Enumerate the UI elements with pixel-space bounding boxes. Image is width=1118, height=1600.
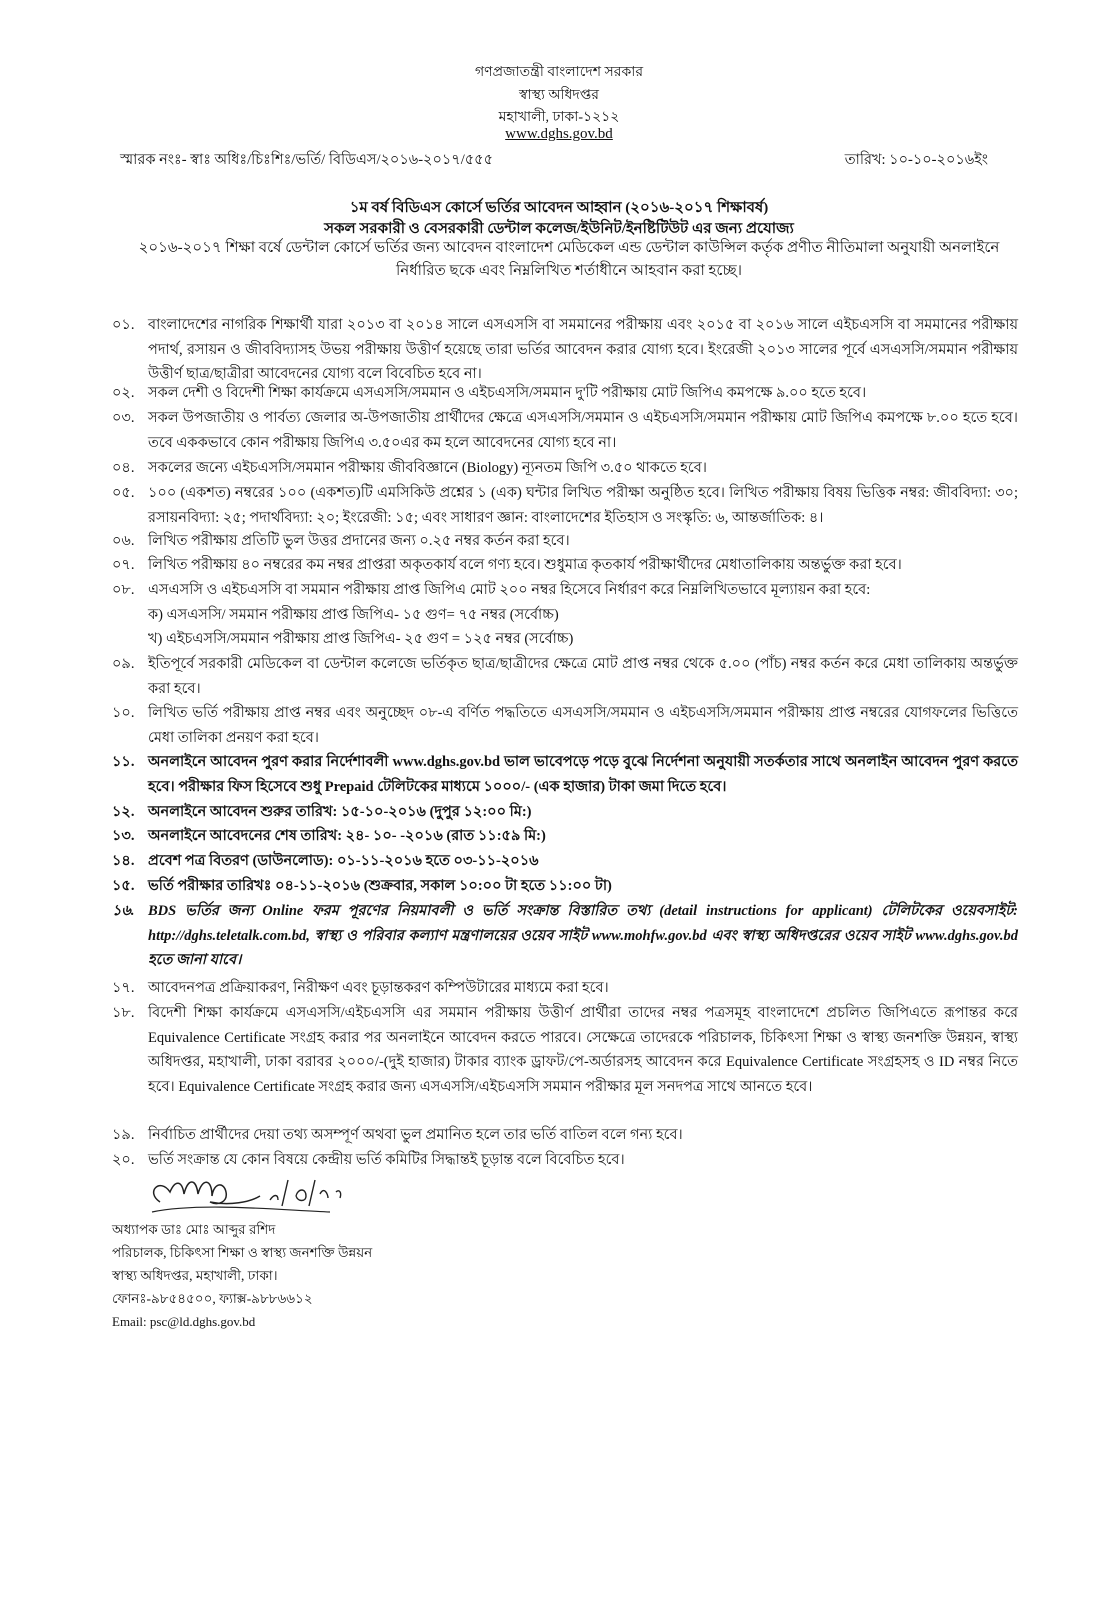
list-item <box>112 381 1018 406</box>
item-number: ০৭. <box>112 557 135 573</box>
item-number: ০৮. <box>112 582 135 598</box>
list-item <box>112 899 1018 973</box>
item-text: নির্বাচিত প্রার্থীদের দেয়া তথ্য অসম্পূর্ণ অথবা ভুল প্রমানিত হলে তার ভর্তি বাতিল বলে গন্য হবে। <box>148 1127 683 1143</box>
list-item <box>112 874 1018 899</box>
memo-reference: স্মারক নংঃ- স্বাঃ অধিঃ/চিঃশিঃ/ভর্তি/ বিডিএস/২০১৬-২০১৭/৫৫৫ <box>120 152 493 168</box>
item-text: প্রবেশ পত্র বিতরণ (ডাউনলোড): ০১-১১-২০১৬ হতে ০৩-১১-২০১৬ <box>148 853 539 869</box>
item-text: লিখিত পরীক্ষায় ৪০ নম্বরের কম নম্বর প্রাপ্তরা অকৃতকার্য বলে গণ্য হবে। শুধুমাত্র কৃতকার্য পরীক্ষার্থীদের মেধাতালিকায় অন্তর্ভুক্ত করা হবে। <box>148 557 902 573</box>
header-government: গণপ্রজাতন্ত্রী বাংলাদেশ সরকার <box>474 65 644 80</box>
item08-sub-a: ক) এসএসসি/ সমমান পরীক্ষায় প্রাপ্ত জিপিএ- ১৫ গুণ= ৭৫ নম্বর (সর্বোচ্চ) <box>148 607 559 623</box>
item-number: ১১. <box>112 754 135 770</box>
header-website-link[interactable]: www.dghs.gov.bd <box>505 126 613 142</box>
signatory-phone: ফোনঃ-৯৮৫৪৫০০, ফ্যাক্স-৯৮৮৬৬১২ <box>112 1291 313 1306</box>
item-text: বাংলাদেশের নাগরিক শিক্ষার্থী যারা ২০১৩ বা ২০১৪ সালে এসএসসি বা সমমানের পরীক্ষায় এবং ২০১৫ বা ২০১৬ সালে এইচএসসি বা সমমানের পরীক্ষায় পদার্থ, রসায়ন ও জীববিদ্যাসহ উভয় পরীক্ষায় উত্তীর্ণ হয়েছে তারা ভর্তির আবেদন করার যোগ্য হবে। ইংরেজী ২০১৩ সালের পূর্বে এসএসসি/সমমান পরীক্ষায় উত্তীর্ণ ছাত্র/ছাত্রীরা আবেদনের যোগ্য বলে বিবেচিত হবে না। <box>148 317 1018 382</box>
item-text: বিদেশী শিক্ষা কার্যক্রমে এসএসসি/এইচএসসি এর সমমান পরীক্ষায় উত্তীর্ণ প্রার্থীরা তাদের নম্বর পত্রসমূহ বাংলাদেশে প্রচলিত জিপিএতে রূপান্তর করে Equivalence Certificate সংগ্রহ করার পর অনলাইনে আবেদন করতে পারবে। সেক্ষেত্রে তাদেরকে পরিচালক, চিকিৎসা শিক্ষা ও স্বাস্থ্য জনশক্তি উন্নয়ন, স্বাস্থ্য অধিদপ্তর, মহাখালী, ঢাকা বরাবর ২০০০/-(দুই হাজার) টাকার ব্যাংক ড্রাফট/পে-অর্ডারসহ আবেদন করে Equivalence Certificate সংগ্রহসহ ও ID নম্বর নিতে হবে। Equivalence Certificate সংগ্রহ করার জন্য এসএসসি/এইচএসসি সমমান পরীক্ষার মূল সনদপত্র সাথে আনতে হবে। <box>148 1005 1018 1095</box>
item-number: ১৭. <box>112 980 135 996</box>
signatory-email: Email: psc@ld.dghs.gov.bd <box>112 1314 256 1329</box>
item-text: ভর্তি পরীক্ষার তারিখঃ ০৪-১১-২০১৬ (শুক্রবার, সকাল ১০:০০ টা হতে ১১:০০ টা) <box>148 878 612 894</box>
item-text: এসএসসি ও এইচএসসি বা সমমান পরীক্ষায় প্রাপ্ত জিপিএ মোট ২০০ নম্বর হিসেবে নির্ধারণ করে নিম্নলিখিতভাবে মূল্যায়ন করা হবে: <box>148 582 871 598</box>
memo-date: তারিখ: ১০-১০-২০১৬ইং <box>844 152 988 168</box>
item-number: ০৪. <box>112 460 135 476</box>
item-text: সকল উপজাতীয় ও পার্বত্য জেলার অ-উপজাতীয় প্রার্থীদের ক্ষেত্রে এসএসসি/সমমান ও এইচএসসি/সমমান পরীক্ষায় মোট জিপিএ কমপক্ষে ৮.০০ হতে হবে। তবে এককভাবে কোন পরীক্ষায় জিপিএ ৩.৫০এর কম হলে আবেদনের যোগ্য হবে না। <box>148 410 1018 451</box>
list-item <box>112 976 1018 1001</box>
signature-block <box>112 1218 372 1333</box>
item-number: ১৬. <box>112 903 135 919</box>
item-text: BDS ভর্তির জন্য Online ফরম পূরণের নিয়মাবলী ও ভর্তি সংক্রান্ত বিস্তারিত তথ্য (detail instructions for applicant) টেলিটকের ওয়েবসাইট: http://dghs.teletalk.com.bd, স্বাস্থ্য ও পরিবার কল্যাণ মন্ত্রণালয়ের ওয়েব সাইট www.mohfw.gov.bd এবং স্বাস্থ্য অধিদপ্তরের ওয়েব সাইট www.dghs.gov.bd হতে জানা যাবে। <box>148 903 1018 968</box>
signatory-office: স্বাস্থ্য অধিদপ্তর, মহাখালী, ঢাকা। <box>112 1268 278 1283</box>
signatory-name: অধ্যাপক ডাঃ মোঃ আব্দুর রশিদ <box>112 1222 276 1237</box>
item-number: ০৩. <box>112 410 135 426</box>
item-text: ইতিপূর্বে সরকারী মেডিকেল বা ডেন্টাল কলেজে ভর্তিকৃত ছাত্র/ছাত্রীদের ক্ষেত্রে মোট প্রাপ্ত নম্বর থেকে ৫.০০ (পাঁচ) নম্বর কর্তন করে মেধা তালিকায় অন্তর্ভুক্ত করা হবে। <box>148 656 1018 697</box>
item-text: সকলের জন্যে এইচএসসি/সমমান পরীক্ষায় জীববিজ্ঞানে (Biology) ন্যূনতম জিপি ৩.৫০ থাকতে হবে। <box>148 460 707 476</box>
list-item <box>112 849 1018 874</box>
item-number: ১৩. <box>112 828 135 844</box>
item-number: ১৪. <box>112 853 135 869</box>
list-item <box>112 652 1018 701</box>
list-item <box>112 313 1018 387</box>
list-item <box>112 553 1018 578</box>
item-number: ২০. <box>112 1152 135 1168</box>
list-item <box>112 529 1018 554</box>
item-number: ০৫. <box>112 485 135 501</box>
item-text: অনলাইনে আবেদনের শেষ তারিখ: ২৪- ১০- -২০১৬ (রাত ১১:৫৯ মি:) <box>148 828 546 844</box>
item-text: লিখিত ভর্তি পরীক্ষায় প্রাপ্ত নম্বর এবং অনুচ্ছেদ ০৮-এ বর্ণিত পদ্ধতিতে এসএসসি/সমমান ও এইচএসসি/সমমান পরীক্ষায় প্রাপ্ত নম্বরের যোগফলের ভিত্তিতে মেধা তালিকা প্রনয়ণ করা হবে। <box>148 705 1018 746</box>
list-item <box>112 456 1018 481</box>
item-number: ১৯. <box>112 1127 135 1143</box>
signature-image <box>140 1172 400 1222</box>
list-item <box>112 1148 1018 1173</box>
list-item <box>112 701 1018 750</box>
item-number: ০১. <box>112 317 135 333</box>
notice-title: ১ম বর্ষ বিডিএস কোর্সে ভর্তির আবেদন আহ্বান (২০১৬-২০১৭ শিক্ষাবর্ষ) <box>349 200 769 216</box>
list-item <box>112 578 1018 603</box>
notice-intro: ২০১৬-২০১৭ শিক্ষা বর্ষে ডেন্টাল কোর্সে ভর্তির জন্য আবেদন বাংলাদেশ মেডিকেল এন্ড ডেন্টাল কাউন্সিল কর্তৃক প্রণীত নীতিমালা অনুযায়ী অনলাইনে নির্ধারিত ছকে এবং নিম্নলিখিত শর্তাধীনে আহবান করা হচ্ছে। <box>138 240 1000 279</box>
item-number: ১২. <box>112 804 135 820</box>
item-text: ১০০ (একশত) নম্বরের ১০০ (একশত)টি এমসিকিউ প্রশ্নের ১ (এক) ঘন্টার লিখিত পরীক্ষা অনুষ্ঠিত হবে। লিখিত পরীক্ষায় বিষয় ভিত্তিক নম্বর: জীববিদ্যা: ৩০; রসায়নবিদ্যা: ২৫; পদার্থবিদ্যা: ২০; ইংরেজী: ১৫; এবং সাধারণ জ্ঞান: বাংলাদেশের ইতিহাস ও সংস্কৃতি: ৬, আন্তর্জাতিক: ৪। <box>148 485 1018 526</box>
list-item <box>112 406 1018 455</box>
list-item <box>112 481 1018 530</box>
item-number: ১৫. <box>112 878 135 894</box>
item-text: অনলাইনে আবেদন শুরুর তারিখ: ১৫-১০-২০১৬ (দুপুর ১২:০০ মি:) <box>148 804 532 820</box>
item-text: সকল দেশী ও বিদেশী শিক্ষা কার্যক্রমে এসএসসি/সমমান ও এইচএসসি/সমমান দু'টি পরীক্ষায় মোট জিপিএ কমপক্ষে ৯.০০ হতে হবে। <box>148 385 867 401</box>
signatory-designation: পরিচালক, চিকিৎসা শিক্ষা ও স্বাস্থ্য জনশক্তি উন্নয়ন <box>112 1245 373 1260</box>
header-directorate: স্বাস্থ্য অধিদপ্তর <box>519 88 599 103</box>
item-text: আবেদনপত্র প্রক্রিয়াকরণ, নিরীক্ষণ এবং চূড়ান্তকরণ কম্পিউটারের মাধ্যমে করা হবে। <box>148 980 609 996</box>
item-number: ০৬. <box>112 533 135 549</box>
item-number: ১০. <box>112 705 135 721</box>
item-number: ১৮. <box>112 1005 135 1021</box>
item-text: লিখিত পরীক্ষায় প্রতিটি ভুল উত্তর প্রদানের জন্য ০.২৫ নম্বর কর্তন করা হবে। <box>148 533 570 549</box>
list-item <box>112 824 1018 849</box>
item-number: ০২. <box>112 385 135 401</box>
notice-subtitle: সকল সরকারী ও বেসরকারী ডেন্টাল কলেজ/ইউনিট/ইনষ্টিটিউট এর জন্য প্রযোজ্য <box>324 221 794 237</box>
item08-sub-b: খ) এইচএসসি/সমমান পরীক্ষায় প্রাপ্ত জিপিএ- ২৫ গুণ = ১২৫ নম্বর (সর্বোচ্চ) <box>148 631 574 647</box>
item-text: ভর্তি সংক্রান্ত যে কোন বিষয়ে কেন্দ্রীয় ভর্তি কমিটির সিদ্ধান্তই চূড়ান্ত বলে বিবেচিত হবে। <box>148 1152 625 1168</box>
list-item <box>112 750 1018 799</box>
item-number: ০৯. <box>112 656 135 672</box>
header-address: মহাখালী, ঢাকা-১২১২ <box>498 110 620 125</box>
item-text: অনলাইনে আবেদন পুরণ করার নির্দেশাবলী www.dghs.gov.bd ভাল ভাবেপড়ে পড়ে বুঝে নির্দেশনা অনুযায়ী সতর্কতার সাথে অনলাইন আবেদন পুরণ করতে হবে। পরীক্ষার ফিস হিসেবে শুধু Prepaid টেলিটকের মাধ্যমে ১০০০/- (এক হাজার) টাকা জমা দিতে হবে। <box>148 754 1018 795</box>
list-item <box>112 1001 1018 1099</box>
list-item <box>112 1123 1018 1148</box>
list-item <box>112 800 1018 825</box>
